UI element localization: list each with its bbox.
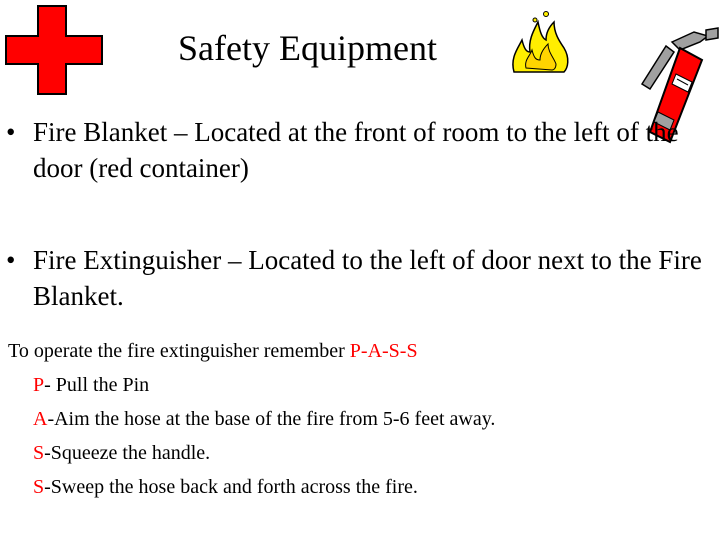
bullet-text: Fire Blanket – Located at the front of room to the left of the door (red container) xyxy=(33,117,679,183)
step-letter: A xyxy=(33,408,48,430)
step-letter: S xyxy=(33,476,45,498)
pass-intro-text: To operate the fire extinguisher remember xyxy=(8,340,350,362)
step-text: -Sweep the hose back and forth across the fire. xyxy=(44,476,418,498)
pass-acronym: P-A-S-S xyxy=(349,340,418,362)
step-text: -Aim the hose at the base of the fire from 5-6 feet away. xyxy=(47,408,496,430)
pass-step-squeeze xyxy=(33,436,210,470)
pass-intro-line xyxy=(8,334,418,368)
bullet-text: Fire Extinguisher – Located to the left of door next to the Fire Blanket. xyxy=(33,245,702,311)
step-letter: P xyxy=(33,374,45,396)
red-cross-icon xyxy=(4,4,104,96)
step-letter: S xyxy=(33,442,45,464)
flame-icon xyxy=(508,8,572,78)
bullet-dot: • xyxy=(6,117,16,147)
pass-step-pull xyxy=(33,368,149,402)
bullet-fire-blanket xyxy=(0,114,712,194)
bullet-dot: • xyxy=(6,245,16,275)
step-text: - Pull the Pin xyxy=(44,374,150,396)
slide-title: Safety Equipment xyxy=(178,28,437,68)
step-text: -Squeeze the handle. xyxy=(44,442,211,464)
pass-step-sweep xyxy=(33,470,418,504)
bullet-fire-extinguisher xyxy=(0,242,712,322)
pass-step-aim xyxy=(33,402,495,436)
